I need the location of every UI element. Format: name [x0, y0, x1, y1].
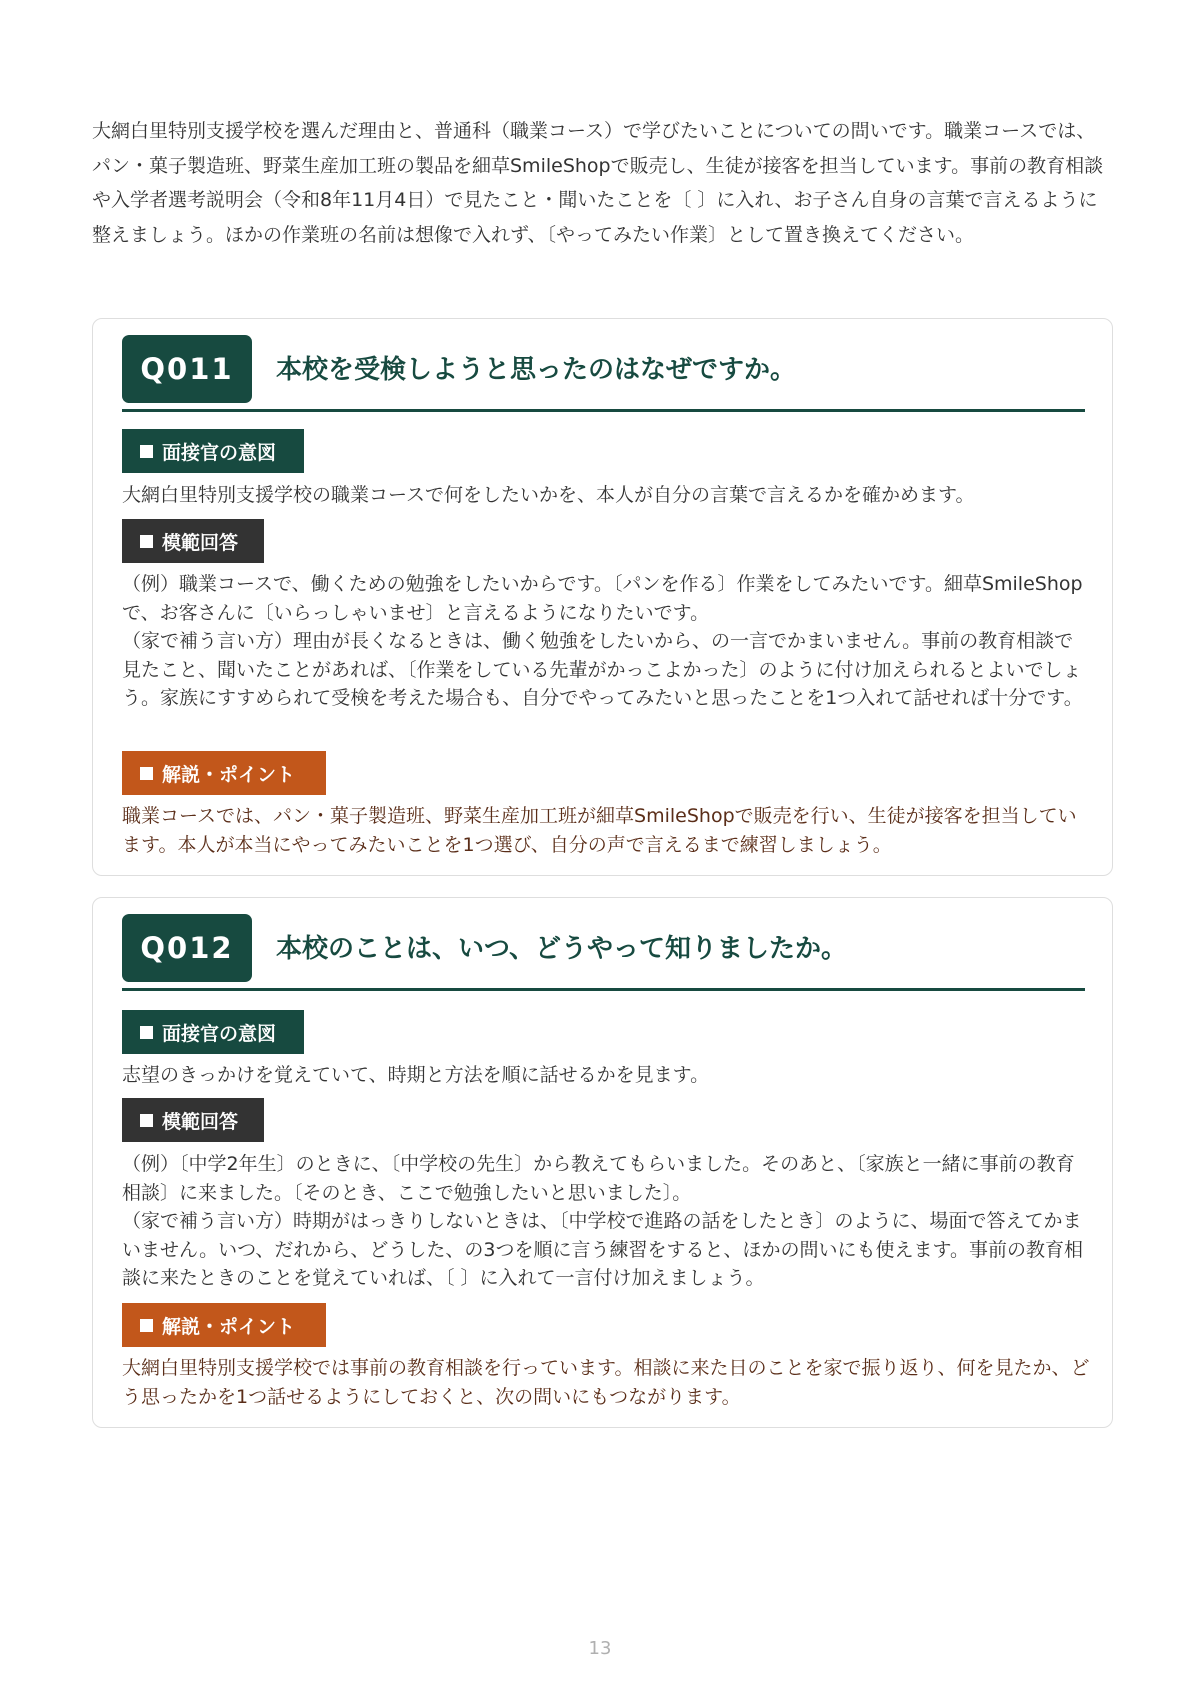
square-bullet-icon [140, 1114, 153, 1127]
square-bullet-icon [140, 767, 153, 780]
question-header [122, 914, 1085, 991]
square-bullet-icon [140, 535, 153, 548]
model-answer-label-text: 模範回答 [162, 531, 239, 554]
interviewer-intent-label-text: 面接官の意図 [162, 1022, 277, 1045]
square-bullet-icon [140, 1319, 153, 1332]
interviewer-intent-text: 志望のきっかけを覚えていて、時期と方法を順に話せるかを見ます。 [122, 1064, 710, 1086]
model-answer-label [122, 1098, 264, 1142]
explanation-point-text: 職業コースでは、パン・菓子製造班、野菜生産加工班が細草SmileShopで販売を行い、生徒が接客を担当しています。本人が本当にやってみたいことを1つ選び、自分の声で言えるまで練習しましょう。 [122, 805, 1077, 856]
square-bullet-icon [140, 445, 153, 458]
question-number-badge: Q011 [122, 335, 252, 403]
question-title: 本校を受検しようと思ったのはなぜですか。 [276, 355, 797, 385]
interviewer-intent-text: 大網白里特別支援学校の職業コースで何をしたいかを、本人が自分の言葉で言えるかを確かめます。 [122, 484, 975, 506]
intro-paragraph: 大網白里特別支援学校を選んだ理由と、普通科（職業コース）で学びたいことについての問いです。職業コースでは、パン・菓子製造班、野菜生産加工班の製品を細草SmileShopで販売し、生徒が接客を担当しています。事前の教育相談や入学者選考説明会（令和8年11月4日）で見たこと・聞いたことを〔 〕に入れ、お子さん自身の言葉で言えるように整えましょう。ほかの作業班の名前は想像で入れず、〔やってみたい作業〕として置き換えてください。 [92, 120, 1104, 246]
explanation-point-label-text: 解説・ポイント [162, 1315, 296, 1338]
explanation-point-label [122, 1303, 326, 1347]
explanation-point-label [122, 751, 326, 795]
question-number-badge: Q012 [122, 914, 252, 982]
interviewer-intent-label [122, 429, 304, 473]
model-answer-home-tip: （家で補う言い方）時期がはっきりしないときは、〔中学校で進路の話をしたとき〕のように、場面で答えてかまいません。いつ、だれから、どうした、の3つを順に言う練習をすると、ほかの問いにも使えます。事前の教育相談に来たときのことを覚えていれば、〔 〕に入れて一言付け加えましょう。 [122, 1210, 1083, 1289]
question-title: 本校のことは、いつ、どうやって知りましたか。 [276, 934, 847, 964]
model-answer-label [122, 519, 264, 563]
explanation-point-text: 大網白里特別支援学校では事前の教育相談を行っています。相談に来た日のことを家で振り返り、何を見たか、どう思ったかを1つ話せるようにしておくと、次の問いにもつながります。 [122, 1357, 1090, 1408]
model-answer-example: （例）〔中学2年生〕のときに、〔中学校の先生〕から教えてもらいました。そのあと、〔家族と一緒に事前の教育相談〕に来ました。〔そのとき、ここで勉強したいと思いました〕。 [122, 1153, 1075, 1204]
interviewer-intent-label-text: 面接官の意図 [162, 441, 277, 464]
model-answer-home-tip: （家で補う言い方）理由が長くなるときは、働く勉強をしたいから、の一言でかまいません。事前の教育相談で見たこと、聞いたことがあれば、〔作業をしている先輩がかっこよかった〕のように付け加えられるとよいでしょう。家族にすすめられて受検を考えた場合も、自分でやってみたいと思ったことを1つ入れて話せれば十分です。 [122, 630, 1083, 709]
interviewer-intent-label [122, 1010, 304, 1054]
question-card-q011 [92, 318, 1113, 876]
question-header [122, 335, 1085, 412]
explanation-point-label-text: 解説・ポイント [162, 763, 296, 786]
square-bullet-icon [140, 1026, 153, 1039]
model-answer-example: （例）職業コースで、働くための勉強をしたいからです。〔パンを作る〕作業をしてみたいです。細草SmileShopで、お客さんに〔いらっしゃいませ〕と言えるようになりたいです。 [122, 573, 1083, 624]
page-number: 13 [588, 1638, 612, 1659]
model-answer-label-text: 模範回答 [162, 1110, 239, 1133]
question-card-q012 [92, 897, 1113, 1428]
